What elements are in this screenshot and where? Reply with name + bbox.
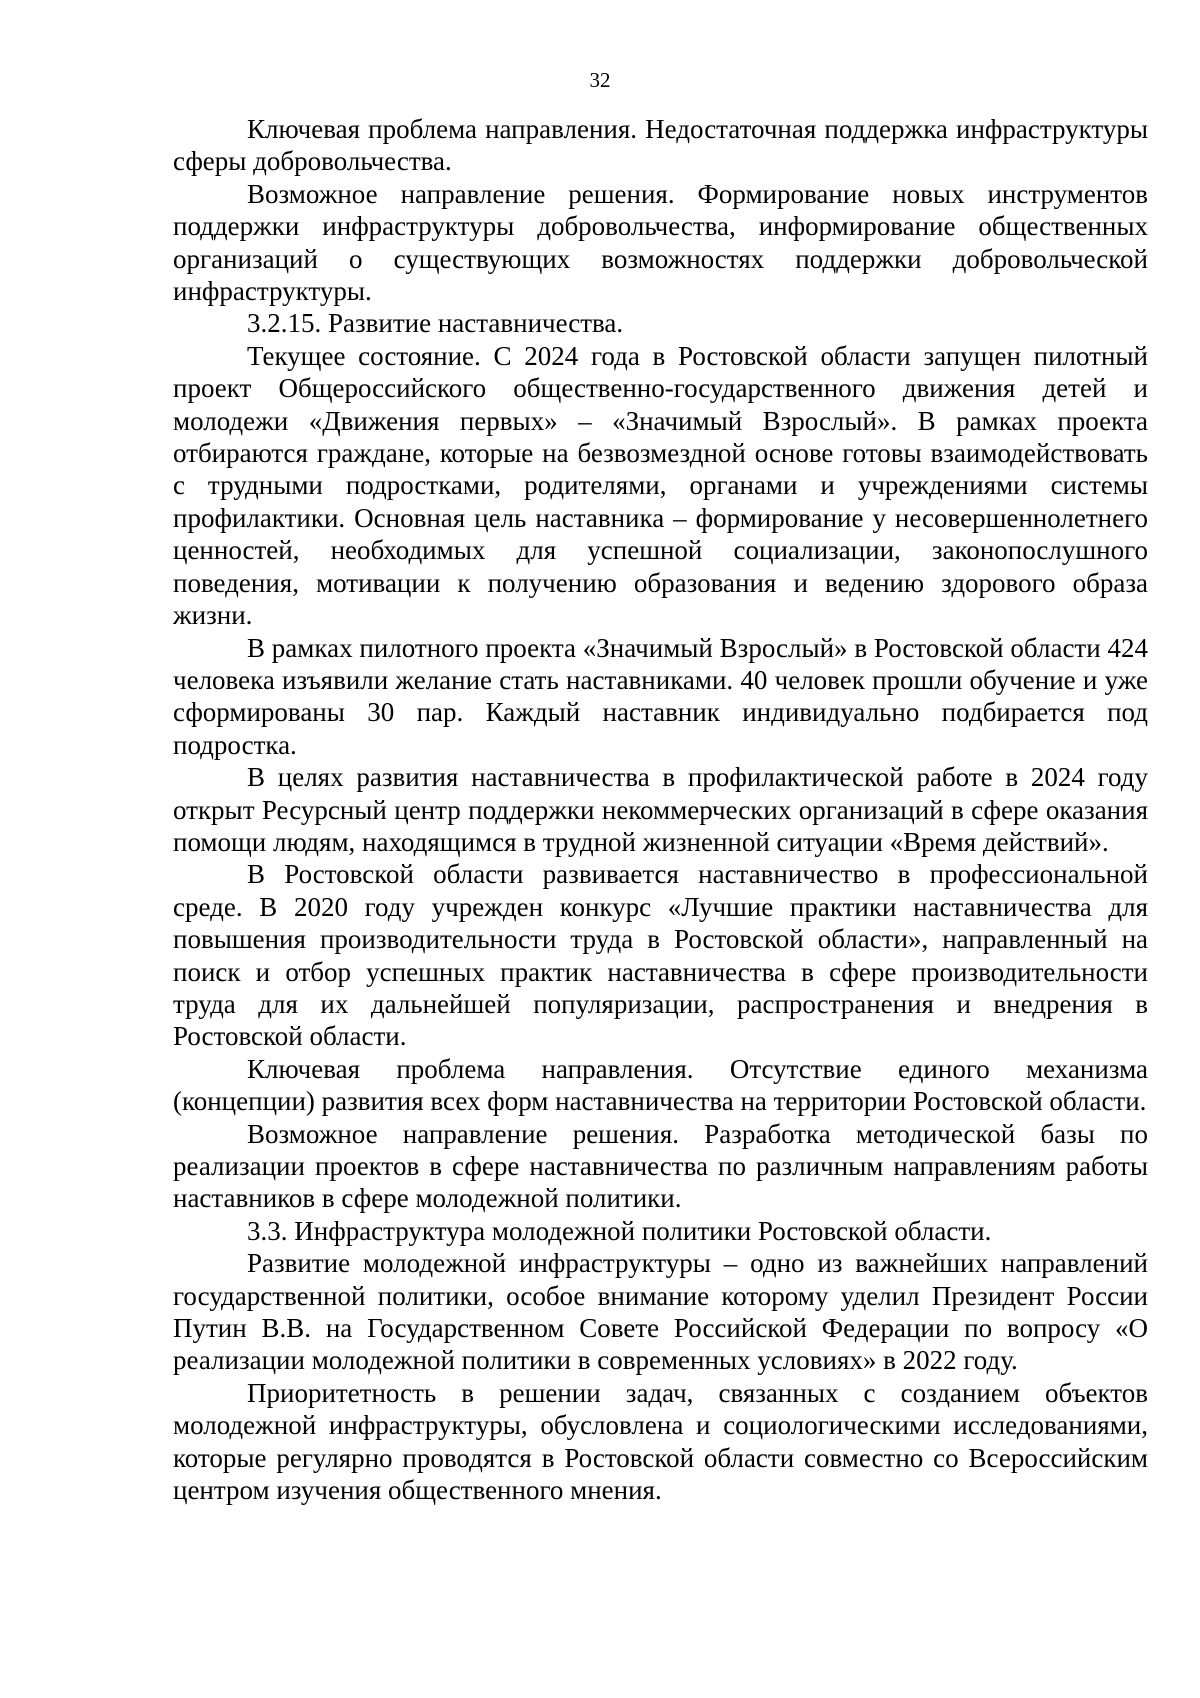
paragraph-solution-mentorship: Возможное направление решения. Разработка методической базы по реализации проектов в сфере наставничества по различным направлениям работы наставников в сфере молодежной политики. (173, 1118, 1148, 1214)
paragraph-resource-center: В целях развития наставничества в профилактической работе в 2024 году открыт Ресурсный центр поддержки некоммерческих организаций в сфере оказания помощи людям, находящимся в трудной жизненной ситуации «Время действий». (173, 762, 1148, 857)
paragraph-key-problem-mentorship: Ключевая проблема направления. Отсутствие единого механизма (концепции) развития всех форм наставничества на территории Ростовской области. (173, 1053, 1148, 1117)
paragraph-key-problem-volunteering: Ключевая проблема направления. Недостаточная поддержка инфраструктуры сферы добровольчества. (173, 114, 1148, 177)
paragraph-priority-infrastructure: Приоритетность в решении задач, связанных с созданием объектов молодежной инфраструктуры, обусловлена и социологическими исследованиями, которые регулярно проводятся в Ростовской области совместно со Всероссийским центром изучения общественного мнения. (173, 1377, 1148, 1506)
paragraph-pilot-project: В рамках пилотного проекта «Значимый Взрослый» в Ростовской области 424 человека изъявили желание стать наставниками. 40 человек прошли обучение и уже сформированы 30 пар. Каждый наставник индивидуально подбирается под подростка. (173, 632, 1148, 760)
paragraph-professional-mentorship: В Ростовской области развивается наставничество в профессиональной среде. В 2020 году учрежден конкурс «Лучшие практики наставничества для повышения производительности труда в Ростовской области», направленный на поиск и отбор успешных практик наставничества в сфере производительности труда для их дальнейшей популяризации, распространения и внедрения в Ростовской области. (173, 859, 1148, 1052)
paragraph-solution-volunteering: Возможное направление решения. Формирование новых инструментов поддержки инфраструктуры добровольчества, информирование общественных организаций о существующих возможностях поддержки добровольческой инфраструктуры. (173, 178, 1148, 307)
document-body (173, 113, 1148, 1506)
section-heading-infrastructure: 3.3. Инфраструктура молодежной политики Ростовской области. (247, 1215, 992, 1246)
paragraph-current-state-mentorship: Текущее состояние. С 2024 года в Ростовской области запущен пилотный проект Общероссийского общественно-государственного движения детей и молодежи «Движения первых» – «Значимый Взрослый». В рамках проекта отбираются граждане, которые на безвозмездной основе готовы взаимодействовать с трудными подростками, родителями, органами и учреждениями системы профилактики. Основная цель наставника – формирование у несовершеннолетнего ценностей, необходимых для успешной социализации, законопослушного поведения, мотивации к получению образования и ведению здорового образа жизни. (173, 340, 1148, 631)
section-heading-mentorship: 3.2.15. Развитие наставничества. (247, 308, 624, 339)
paragraph-infrastructure-development: Развитие молодежной инфраструктуры – одно из важнейших направлений государственной политики, особое внимание которому уделил Президент России Путин В.В. на Государственном Совете Российской Федерации по вопросу «О реализации молодежной политики в современных условиях» в 2022 году. (173, 1248, 1148, 1376)
page-number: 32 (589, 68, 611, 92)
